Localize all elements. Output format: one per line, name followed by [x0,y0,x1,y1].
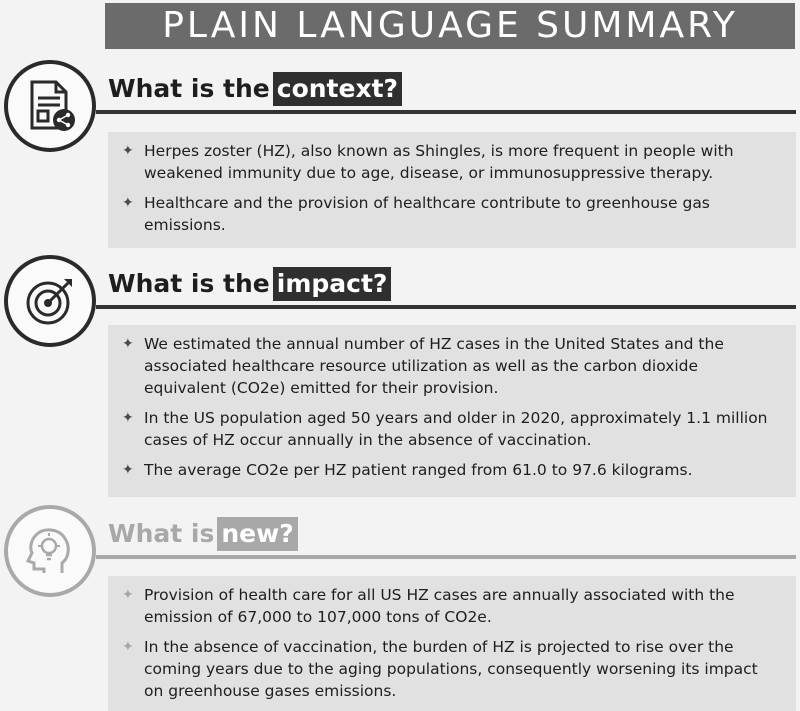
list-item: ✦ The average CO2e per HZ patient ranged from 61.0 to 97.6 kilograms. [122,459,780,481]
document-share-icon [4,60,96,152]
heading-highlight: new? [217,517,297,551]
heading-prefix: What is the [108,74,270,103]
heading-prefix: What is the [108,269,270,298]
bullet-box [108,325,796,497]
target-arrow-icon [4,255,96,347]
section-heading [108,72,402,106]
list-item: ✦ Herpes zoster (HZ), also known as Shingles, is more frequent in people with weakened immunity due to age, disease, or immunosuppressive therapy. [122,140,780,184]
heading-highlight: context? [273,72,402,106]
section-divider [96,305,796,309]
bullet-box [108,132,796,248]
page-title: PLAIN LANGUAGE SUMMARY [105,3,795,49]
section-divider [96,110,796,114]
list-item: ✦ Provision of health care for all US HZ cases are annually associated with the emission of 67,000 to 107,000 tons of CO2e. [122,584,780,628]
list-item: ✦ We estimated the annual number of HZ cases in the United States and the associated healthcare resource utilization as well as the carbon dioxide equivalent (CO2e) emitted for their provision. [122,333,780,399]
bullet-box [108,576,796,711]
list-item: ✦ In the absence of vaccination, the burden of HZ is projected to rise over the coming years due to the aging populations, consequently worsening its impact on greenhouse gases emissions. [122,636,780,702]
list-item: ✦ Healthcare and the provision of healthcare contribute to greenhouse gas emissions. [122,192,780,236]
heading-highlight: impact? [273,267,392,301]
section-heading [108,267,391,301]
head-lightbulb-icon [4,505,96,597]
section-divider [96,555,796,559]
list-item: ✦ In the US population aged 50 years and older in 2020, approximately 1.1 million cases of HZ occur annually in the absence of vaccination. [122,407,780,451]
heading-prefix: What is [108,519,215,548]
section-heading [108,517,298,551]
